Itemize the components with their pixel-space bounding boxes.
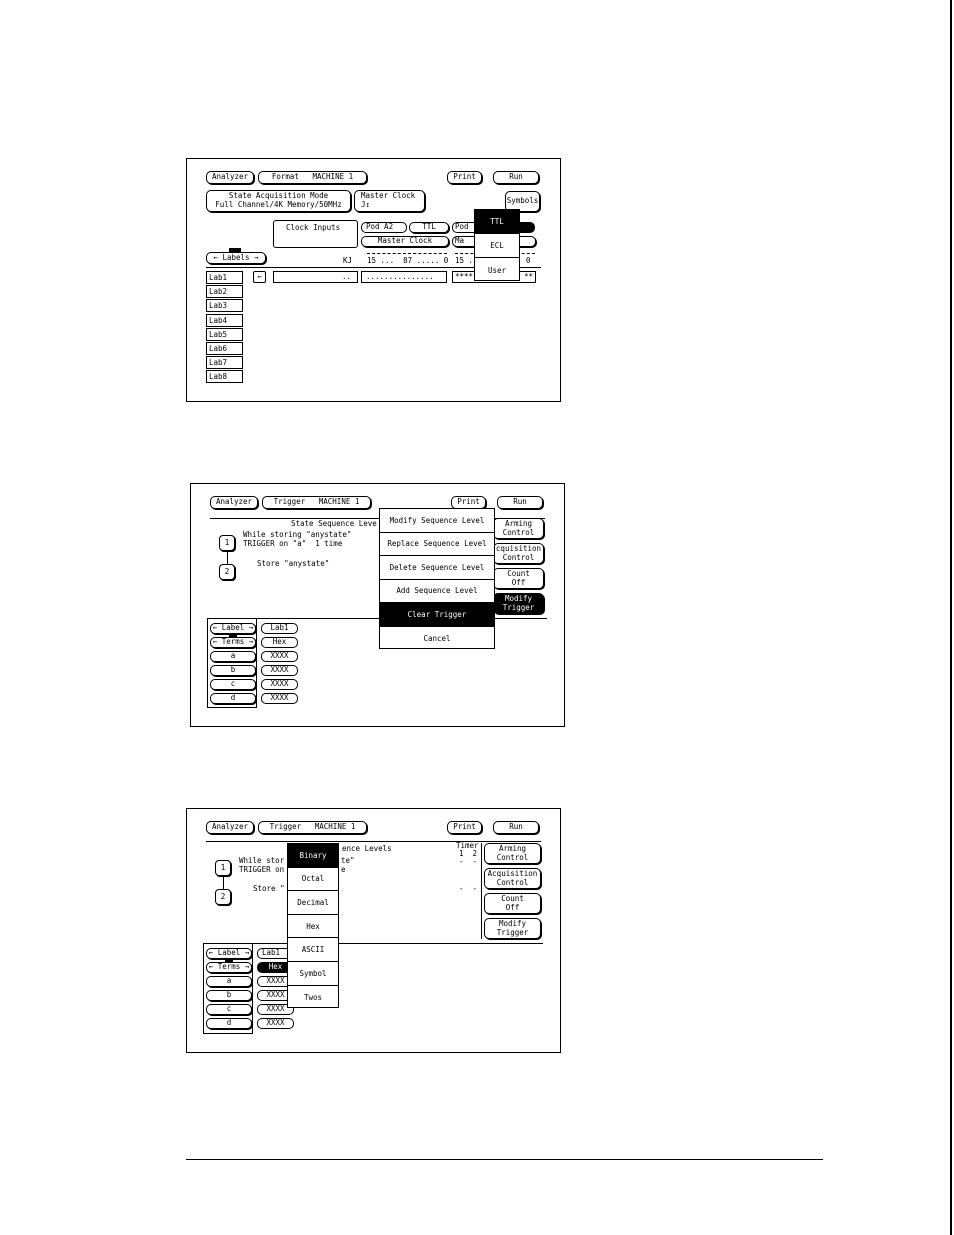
hex-base-field[interactable]: Hex: [261, 637, 298, 648]
timer-values: 1 2: [459, 849, 478, 858]
row-arrow-button[interactable]: ←: [253, 271, 266, 283]
labels-roll-button[interactable]: ← Labels →: [206, 252, 266, 264]
modify-trigger-button[interactable]: Modify Trigger: [493, 593, 544, 614]
kj-field-value: ..: [341, 272, 351, 281]
label-item[interactable]: Lab8: [206, 370, 243, 383]
number-base-menu: [287, 843, 339, 1008]
pod-a1-button[interactable]: Pod: [452, 222, 482, 233]
sequence-line-2a: TRIGGER on: [239, 865, 285, 874]
pod-a2-field[interactable]: [361, 271, 447, 283]
menu-item[interactable]: ASCII: [288, 938, 338, 962]
menu-item[interactable]: Delete Sequence Level: [380, 556, 494, 580]
sequence-level-1[interactable]: 1: [215, 860, 231, 876]
sequence-line-2: TRIGGER on "a" 1 time: [243, 539, 343, 548]
menu-item[interactable]: Clear Trigger: [380, 603, 494, 627]
bit-header-a1: 15 .: [455, 256, 474, 265]
term-value-field[interactable]: XXXX: [261, 651, 298, 662]
master-clock-field[interactable]: [354, 190, 425, 212]
bit-header-end: 0: [526, 256, 531, 265]
page-edge-line: [950, 0, 952, 1235]
label-item[interactable]: Lab2: [206, 285, 243, 298]
master-clock-title: Master Clock: [361, 191, 416, 201]
label-item[interactable]: Lab1: [206, 271, 243, 284]
acquisition-control-button[interactable]: Acquisition Control: [484, 868, 541, 889]
sequence-line-2b: e: [341, 865, 346, 874]
timer-dash-2: - -: [459, 884, 478, 893]
term-value-field[interactable]: XXXX: [257, 976, 294, 987]
term-value-field[interactable]: XXXX: [257, 990, 294, 1001]
run-button[interactable]: Run: [493, 171, 539, 184]
analyzer-button[interactable]: Analyzer: [206, 171, 254, 184]
pod-a1-field-end: **: [523, 272, 533, 281]
format-machine-button[interactable]: Format MACHINE 1: [258, 171, 367, 184]
sequence-connector: [223, 876, 224, 889]
menu-item[interactable]: Replace Sequence Level: [380, 533, 494, 557]
acquisition-mode-title: State Acquisition Mode: [228, 191, 329, 201]
pod-a1-field-value: ****: [455, 272, 474, 281]
top-rule: [206, 841, 541, 842]
pod-a2-button[interactable]: Pod A2: [361, 222, 407, 233]
run-button[interactable]: Run: [497, 496, 543, 509]
term-value-field[interactable]: XXXX: [261, 679, 298, 690]
bit-header-a2: 15 ... 87 ..... 0: [367, 256, 449, 265]
acquisition-mode-button[interactable]: [206, 190, 351, 212]
acquisition-control-button[interactable]: cquisition Control: [493, 543, 544, 564]
term-value-field[interactable]: XXXX: [261, 665, 298, 676]
timer-dash-1: - -: [459, 857, 478, 866]
term-button[interactable]: d: [206, 1018, 252, 1029]
menu-item[interactable]: Symbol: [288, 962, 338, 986]
threshold-option[interactable]: ECL: [475, 234, 519, 258]
term-value-field[interactable]: XXXX: [261, 693, 298, 704]
trigger-screen-base-menu: [186, 808, 561, 1053]
print-button[interactable]: Print: [447, 821, 482, 834]
print-button[interactable]: Print: [451, 496, 486, 509]
menu-item[interactable]: Octal: [288, 868, 338, 892]
pod-a2-field-value: ...............: [366, 272, 434, 281]
menu-item[interactable]: Add Sequence Level: [380, 580, 494, 604]
timer-divider: [481, 843, 482, 939]
term-button[interactable]: b: [210, 665, 256, 676]
symbols-button[interactable]: Symbols: [505, 191, 540, 212]
term-button[interactable]: d: [210, 693, 256, 704]
analyzer-button[interactable]: Analyzer: [206, 821, 254, 834]
arming-control-button[interactable]: Arming Control: [493, 518, 544, 539]
sequence-levels-title: ence Levels: [342, 844, 392, 853]
menu-item[interactable]: Twos: [303, 992, 323, 1002]
scroll-indicator: [229, 248, 241, 253]
sequence-level-1[interactable]: 1: [219, 535, 235, 551]
menu-item[interactable]: Decimal: [288, 891, 338, 915]
clock-inputs-label: Clock Inputs: [286, 223, 341, 232]
threshold-option[interactable]: User: [487, 265, 507, 275]
store-line: Store ": [253, 884, 285, 893]
kj-field[interactable]: [273, 271, 358, 283]
term-button[interactable]: a: [206, 976, 252, 987]
trigger-machine-button[interactable]: Trigger MACHINE 1: [258, 821, 367, 834]
sequence-levels-title: State Sequence Leve: [291, 519, 377, 528]
print-button[interactable]: Print: [447, 171, 482, 184]
label-item[interactable]: Lab3: [206, 299, 243, 312]
label-item[interactable]: Lab5: [206, 328, 243, 341]
hex-base-field[interactable]: Hex: [257, 962, 294, 973]
ttl-threshold-button[interactable]: TTL: [409, 222, 449, 233]
lab1-field[interactable]: Lab1: [261, 623, 298, 634]
term-button[interactable]: a: [210, 651, 256, 662]
label-item[interactable]: Lab7: [206, 356, 243, 369]
count-off-button[interactable]: Count Off: [484, 893, 541, 914]
analyzer-button[interactable]: Analyzer: [210, 496, 258, 509]
store-line: Store "anystate": [257, 559, 330, 568]
menu-item[interactable]: Cancel: [423, 633, 451, 643]
master-clock-value: J↕: [361, 200, 371, 209]
sequence-level-2[interactable]: 2: [219, 564, 235, 580]
sequence-line-1b: te": [341, 856, 355, 865]
sequence-line-1a: While stor: [239, 856, 285, 865]
terms-roll-button[interactable]: ← Terms →: [210, 637, 256, 648]
term-value-field[interactable]: XXXX: [257, 1018, 294, 1029]
trigger-machine-button[interactable]: Trigger MACHINE 1: [262, 496, 371, 509]
footer-rule: [186, 1159, 823, 1160]
label-item[interactable]: Lab4: [206, 314, 243, 327]
format-screen: [186, 158, 561, 402]
trigger-screen-sequence-menu: [190, 483, 565, 727]
sequence-level-2[interactable]: 2: [215, 889, 231, 905]
master-clock-button[interactable]: Master Clock: [361, 236, 449, 247]
sequence-level-menu: [379, 508, 495, 649]
kj-label: KJ: [343, 256, 353, 265]
arming-control-button[interactable]: Arming Control: [484, 843, 541, 864]
term-button[interactable]: b: [206, 990, 252, 1001]
term-value-field[interactable]: XXXX: [257, 1004, 294, 1015]
master-clock-button-2[interactable]: Ma: [452, 236, 536, 247]
label-roll-button[interactable]: ← Label →: [210, 623, 256, 634]
label-roll-button[interactable]: ← Label →: [206, 948, 252, 959]
sequence-line-1: While storing "anystate": [243, 530, 352, 539]
clock-inputs-box: [273, 220, 358, 248]
modify-trigger-button[interactable]: Modify Trigger: [484, 918, 541, 939]
threshold-popup-menu: [474, 209, 520, 281]
lab1-field[interactable]: Lab1: [257, 948, 294, 959]
menu-item[interactable]: Binary: [288, 844, 338, 868]
run-button[interactable]: Run: [493, 821, 539, 834]
dashed-divider: [367, 253, 447, 254]
acquisition-mode-value: Full Channel/4K Memory/50MHz: [215, 200, 342, 209]
timer-title: Timer: [456, 841, 479, 850]
threshold-option[interactable]: TTL: [475, 210, 519, 234]
menu-item[interactable]: Hex: [288, 915, 338, 939]
label-item[interactable]: Lab6: [206, 342, 243, 355]
term-button[interactable]: c: [206, 1004, 252, 1015]
term-button[interactable]: c: [210, 679, 256, 690]
terms-roll-button[interactable]: ← Terms →: [206, 962, 252, 973]
menu-item[interactable]: Modify Sequence Level: [380, 509, 494, 533]
sequence-connector: [227, 551, 228, 564]
count-off-button[interactable]: Count Off: [493, 568, 544, 589]
